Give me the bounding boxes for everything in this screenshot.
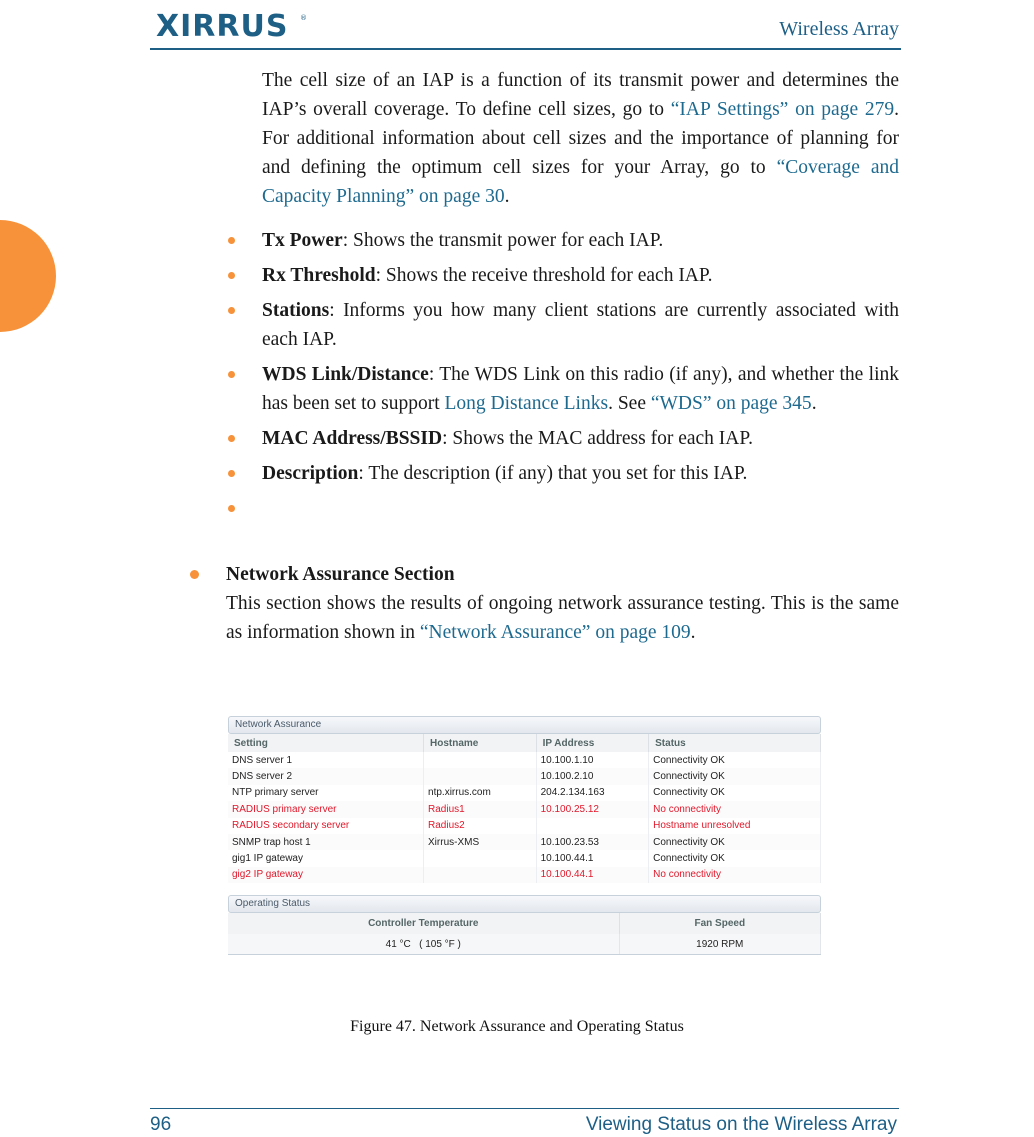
cell-ip (536, 818, 649, 834)
wds-link[interactable]: “WDS” on page 345 (650, 393, 812, 414)
bullet-icon (228, 505, 235, 512)
figure-caption: Figure 47. Network Assurance and Operating Status (350, 1018, 684, 1035)
network-assurance-link[interactable]: “Network Assurance” on page 109 (419, 622, 691, 643)
page-number: 96 (150, 1114, 172, 1135)
cell-setting: NTP primary server (228, 785, 424, 801)
table-row (228, 818, 821, 834)
cell-setting: RADIUS secondary server (228, 818, 424, 834)
table-row (228, 850, 821, 866)
cell-hostname: Xirrus-XMS (424, 834, 537, 850)
cell-ip: 10.100.44.1 (536, 867, 649, 883)
cell-setting: DNS server 1 (228, 752, 424, 768)
column-header-status: Status (649, 734, 821, 752)
cell-setting: RADIUS primary server (228, 801, 424, 817)
table-row (228, 752, 821, 768)
field-bullet-list (228, 226, 899, 529)
header-title: Wireless Array (779, 18, 899, 40)
cell-ip: 204.2.134.163 (536, 785, 649, 801)
iap-settings-link[interactable]: “IAP Settings” on page 279 (670, 99, 895, 120)
cell-hostname (424, 768, 537, 784)
cell-hostname (424, 752, 537, 768)
cell-status: Connectivity OK (649, 768, 821, 784)
cell-status: No connectivity (649, 801, 821, 817)
bullet-icon (228, 435, 235, 442)
column-header-setting: Setting (228, 734, 424, 752)
controller-temperature-value: 41 °C ( 105 °F ) (228, 934, 619, 954)
column-header-controller-temperature: Controller Temperature (228, 913, 619, 934)
table-row (228, 768, 821, 784)
list-item: MAC Address/BSSID: Shows the MAC address for each IAP. (228, 424, 899, 453)
bullet-icon (228, 371, 235, 378)
cell-setting: gig1 IP gateway (228, 850, 424, 866)
logo-text: XIRRUS (156, 9, 289, 44)
column-header-fan-speed: Fan Speed (619, 913, 820, 934)
bullet-icon (228, 470, 235, 477)
cell-setting: SNMP trap host 1 (228, 834, 424, 850)
cell-status: Connectivity OK (649, 785, 821, 801)
cell-ip: 10.100.44.1 (536, 850, 649, 866)
column-header-ip: IP Address (536, 734, 649, 752)
cell-hostname: ntp.xirrus.com (424, 785, 537, 801)
cell-status: Connectivity OK (649, 752, 821, 768)
cell-ip: 10.100.2.10 (536, 768, 649, 784)
column-header-hostname: Hostname (424, 734, 537, 752)
operating-status-table (228, 913, 821, 954)
cell-hostname: Radius1 (424, 801, 537, 817)
list-item: Description: The description (if any) that you set for this IAP. (228, 459, 899, 488)
section-title: Network Assurance Section (226, 564, 455, 585)
cell-hostname (424, 850, 537, 866)
cell-status: Connectivity OK (649, 850, 821, 866)
cell-setting: DNS server 2 (228, 768, 424, 784)
cell-status: Connectivity OK (649, 834, 821, 850)
list-item: WDS Link/Distance: The WDS Link on this radio (if any), and whether the link has been set to support Long Distance Links. See “WDS” on page 345. (228, 360, 899, 418)
cell-ip: 10.100.23.53 (536, 834, 649, 850)
cell-status: No connectivity (649, 867, 821, 883)
header-divider (150, 48, 901, 50)
section-bullet-icon (190, 570, 199, 579)
bullet-icon (228, 237, 235, 244)
cell-ip: 10.100.25.12 (536, 801, 649, 817)
xirrus-logo (156, 8, 306, 42)
intro-paragraph: The cell size of an IAP is a function of its transmit power and determines the IAP’s overall coverage. To define cell sizes, go to “IAP Settings” on page 279. For additional information about cell sizes and the importance of planning for and defining the optimum cell sizes for your Array, go to “Coverage and Capacity Planning” on page 30. (262, 70, 899, 207)
long-distance-links-link[interactable]: Long Distance Links (444, 393, 609, 414)
table-row (228, 834, 821, 850)
footer-divider (150, 1108, 899, 1109)
network-assurance-figure (228, 716, 821, 955)
section-description: This section shows the results of ongoing network assurance testing. This is the same as information shown in “Network Assurance” on page 109. (226, 593, 899, 643)
cell-status: Hostname unresolved (649, 818, 821, 834)
bullet-icon (228, 307, 235, 314)
table-row (228, 867, 821, 883)
cell-hostname (424, 867, 537, 883)
svg-text:®: ® (300, 14, 307, 22)
table-row (228, 934, 821, 954)
chapter-tab-marker (0, 220, 56, 332)
network-assurance-table (228, 734, 821, 883)
list-item: Stations: Informs you how many client stations are currently associated with each IAP. (228, 296, 899, 354)
operating-status-panel-header: Operating Status (228, 895, 821, 913)
cell-setting: gig2 IP gateway (228, 867, 424, 883)
bullet-icon (228, 272, 235, 279)
empty-list-item (228, 494, 899, 523)
chapter-title: Viewing Status on the Wireless Array (585, 1114, 897, 1135)
table-row (228, 785, 821, 801)
cell-ip: 10.100.1.10 (536, 752, 649, 768)
cell-hostname: Radius2 (424, 818, 537, 834)
network-assurance-section (190, 560, 899, 647)
list-item: Tx Power: Shows the transmit power for each IAP. (228, 226, 899, 255)
fan-speed-value: 1920 RPM (619, 934, 820, 954)
coverage-planning-link[interactable]: “Coverage and Capacity Planning” on page 30 (262, 157, 899, 207)
network-assurance-panel-header: Network Assurance (228, 716, 821, 734)
table-row (228, 801, 821, 817)
list-item: Rx Threshold: Shows the receive threshold for each IAP. (228, 261, 899, 290)
